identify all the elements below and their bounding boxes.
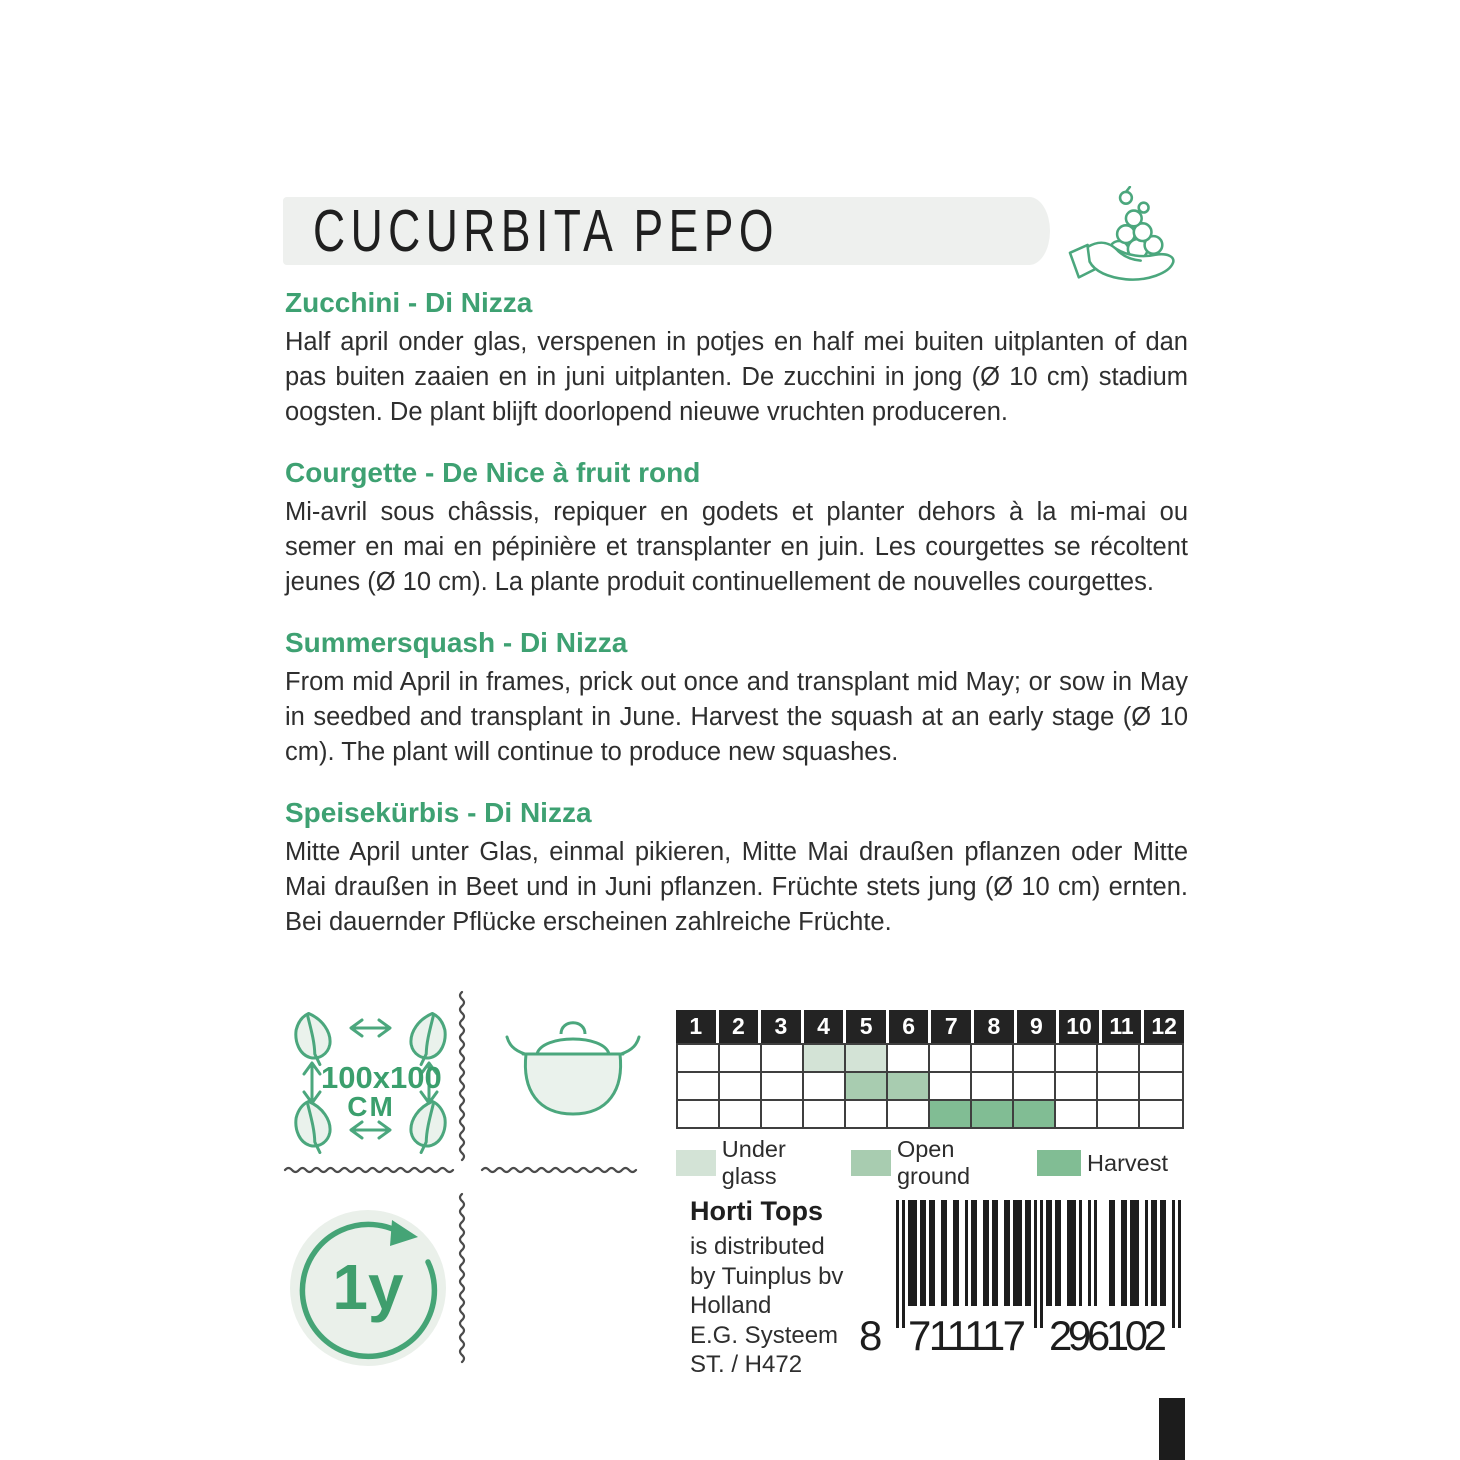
barcode-bar — [1079, 1200, 1082, 1306]
calendar-month-header: 7 — [931, 1010, 974, 1043]
barcode-bar — [974, 1200, 977, 1306]
section-speisekuerbis-de — [285, 796, 1188, 940]
sowing-calendar — [676, 1010, 1184, 1190]
section-body: Mitte April unter Glas, einmal pikieren, Mitte Mai draußen pflanzen oder Mitte Mai draußen in Beet und in Juni pflanzen. Früchte stets jung (Ø 10 cm) ernten. Bei dauernder Pflücke erscheinen zahlreiche Früchte. — [285, 838, 1188, 936]
barcode-bar — [1058, 1200, 1061, 1306]
wavy-divider-vertical — [458, 1192, 466, 1367]
distributor-name: Horti Tops — [690, 1196, 823, 1226]
calendar-cell — [930, 1045, 972, 1073]
barcode-digits: 296102 — [1049, 1312, 1167, 1358]
barcode-bar — [1160, 1200, 1163, 1306]
calendar-month-header: 10 — [1059, 1010, 1102, 1043]
distributor-info — [690, 1196, 843, 1380]
calendar-month-header: 4 — [804, 1010, 847, 1043]
barcode-bar — [1151, 1200, 1154, 1306]
barcode-bar — [896, 1200, 899, 1328]
barcode-bar — [1136, 1200, 1139, 1306]
calendar-cell — [1014, 1073, 1056, 1101]
barcode-bar — [1016, 1200, 1019, 1306]
barcode-bar — [944, 1200, 947, 1306]
print-mark — [1159, 1398, 1185, 1460]
calendar-month-header: 12 — [1144, 1010, 1184, 1043]
barcode-bar — [1133, 1200, 1136, 1306]
section-zucchini-nl — [285, 286, 1188, 430]
legend-swatch — [851, 1150, 891, 1176]
calendar-cell — [804, 1073, 846, 1101]
barcode-bar — [1025, 1200, 1028, 1306]
leaf-icon — [294, 1011, 333, 1066]
calendar-cell — [1098, 1101, 1140, 1127]
calendar-cell — [762, 1073, 804, 1101]
calendar-cell — [720, 1073, 762, 1101]
calendar-cell — [762, 1045, 804, 1073]
arrow-horizontal-icon — [351, 1122, 390, 1138]
barcode-bar — [956, 1200, 959, 1306]
arrow-vertical-icon — [304, 1063, 320, 1103]
packet-title: CUCURBITA PEPO — [313, 197, 779, 265]
calendar-month-row — [676, 1010, 1184, 1043]
barcode-bar — [932, 1200, 935, 1306]
barcode-bar — [929, 1200, 932, 1306]
shelf-life-icon — [290, 1210, 446, 1366]
barcode-bar — [1145, 1200, 1148, 1306]
distributor-line: is distributed — [690, 1233, 825, 1260]
barcode-bar — [1013, 1200, 1016, 1306]
barcode-bar — [1040, 1200, 1043, 1328]
section-heading: Zucchini - Di Nizza — [285, 287, 533, 318]
barcode-bar — [902, 1200, 905, 1328]
barcode-bar — [1070, 1200, 1073, 1306]
description-sections — [285, 286, 1188, 966]
section-heading: Speisekürbis - Di Nizza — [285, 797, 592, 828]
distributor-line: E.G. Systeem — [690, 1321, 839, 1349]
calendar-cell — [1056, 1073, 1098, 1101]
barcode-bar — [995, 1200, 998, 1306]
barcode-bar — [953, 1200, 956, 1306]
calendar-cell — [678, 1045, 720, 1073]
barcode-bar — [1088, 1200, 1091, 1306]
section-body: From mid April in frames, prick out once and transplant mid May; or sow in May in seedbed and transplant in June. Harvest the squash at an early stage (Ø 10 cm). The plant will continue to produce new squashes. — [285, 668, 1188, 766]
barcode-bar — [986, 1200, 989, 1306]
barcode-bar — [1067, 1200, 1070, 1306]
barcode-bar — [983, 1200, 986, 1306]
barcode-bar — [914, 1200, 917, 1306]
section-summersquash-en — [285, 626, 1188, 770]
barcode-bar — [1007, 1200, 1010, 1306]
wavy-divider-horizontal — [480, 1166, 647, 1174]
calendar-cell — [1140, 1045, 1182, 1073]
barcode-bar — [1178, 1200, 1181, 1328]
calendar-cell — [762, 1101, 804, 1127]
barcode-bar — [1130, 1200, 1133, 1306]
calendar-cell — [1014, 1101, 1056, 1127]
barcode-digits: 8 — [859, 1312, 883, 1358]
calendar-cell — [804, 1045, 846, 1073]
barcode-bar — [1124, 1200, 1127, 1306]
calendar-month-header: 2 — [719, 1010, 762, 1043]
calendar-month-header: 6 — [889, 1010, 932, 1043]
hand-holding-produce-icon — [1064, 186, 1182, 296]
barcode-bar — [1121, 1200, 1124, 1306]
barcode-bar — [1109, 1200, 1112, 1306]
legend-label: Open ground — [896, 1136, 971, 1189]
spacing-unit: CM — [347, 1091, 395, 1122]
calendar-cell — [678, 1073, 720, 1101]
calendar-cell — [1140, 1073, 1182, 1101]
cooking-pot-icon — [497, 1012, 649, 1140]
calendar-grid — [676, 1043, 1184, 1129]
calendar-cell — [846, 1101, 888, 1127]
section-heading: Summersquash - Di Nizza — [285, 627, 628, 658]
leaf-icon — [409, 1011, 448, 1066]
calendar-cell — [846, 1073, 888, 1101]
calendar-cell — [678, 1101, 720, 1127]
spacing-dimensions: 100x100 — [321, 1060, 442, 1095]
distributor-line: Holland — [690, 1292, 772, 1319]
barcode-bar — [923, 1200, 926, 1306]
barcode-digits: 711117 — [908, 1312, 1026, 1358]
calendar-cell — [720, 1045, 762, 1073]
calendar-cell — [1098, 1073, 1140, 1101]
calendar-cell — [1056, 1101, 1098, 1127]
barcode-bar — [1019, 1200, 1022, 1306]
legend-label: Harvest — [1087, 1149, 1168, 1176]
calendar-cell — [804, 1101, 846, 1127]
arrow-horizontal-icon — [351, 1020, 390, 1036]
distributor-line: by Tuinplus bv — [690, 1262, 844, 1290]
calendar-month-header: 9 — [1017, 1010, 1060, 1043]
legend-item-under-glass — [676, 1136, 835, 1190]
section-courgette-fr — [285, 456, 1188, 600]
calendar-cell — [930, 1073, 972, 1101]
plant-spacing-icon — [288, 1002, 453, 1154]
barcode-bar — [1163, 1200, 1166, 1306]
calendar-month-header: 3 — [761, 1010, 804, 1043]
ean-barcode-svg — [851, 1198, 1191, 1358]
calendar-cell — [1140, 1101, 1182, 1127]
barcode-bar — [911, 1200, 914, 1306]
barcode-bar — [920, 1200, 923, 1306]
section-heading: Courgette - De Nice à fruit rond — [285, 457, 701, 488]
barcode-bar — [1049, 1200, 1052, 1306]
barcode-bar — [971, 1200, 974, 1306]
legend-swatch — [676, 1150, 716, 1176]
calendar-cell — [888, 1101, 930, 1127]
calendar-cell — [888, 1045, 930, 1073]
calendar-cell — [720, 1101, 762, 1127]
section-body: Half april onder glas, verspenen in potjes en half mei buiten uitplanten of dan pas buiten zaaien en in juni uitplanten. De zucchini in jong (Ø 10 cm) stadium oogsten. De plant blijft doorlopend nieuwe vruchten produceren. — [285, 328, 1188, 426]
calendar-cell — [846, 1045, 888, 1073]
barcode-bar — [1028, 1200, 1031, 1306]
barcode-bar — [941, 1200, 944, 1306]
legend-item-open-ground — [851, 1136, 1021, 1190]
legend-item-harvest — [1037, 1150, 1168, 1177]
calendar-month-header: 5 — [846, 1010, 889, 1043]
barcode-bar — [965, 1200, 968, 1306]
calendar-month-header: 11 — [1102, 1010, 1145, 1043]
calendar-cell — [972, 1073, 1014, 1101]
distributor-line: ST. / H472 — [690, 1351, 803, 1378]
barcode-bar — [1154, 1200, 1157, 1306]
calendar-cell — [972, 1101, 1014, 1127]
calendar-cell — [930, 1101, 972, 1127]
shelf-life-label: 1y — [332, 1251, 404, 1323]
calendar-cell — [1056, 1045, 1098, 1073]
calendar-legend — [676, 1136, 1184, 1190]
barcode-bar — [1046, 1200, 1049, 1306]
calendar-month-header: 1 — [676, 1010, 719, 1043]
barcode-bar — [1004, 1200, 1007, 1306]
calendar-cell — [1098, 1045, 1140, 1073]
title-banner — [283, 197, 1050, 265]
barcode-bar — [1112, 1200, 1115, 1306]
barcode-bar — [1055, 1200, 1058, 1306]
calendar-month-header: 8 — [974, 1010, 1017, 1043]
wavy-divider-vertical — [458, 990, 466, 1162]
calendar-cell — [1014, 1045, 1056, 1073]
legend-swatch — [1037, 1150, 1081, 1176]
barcode-bar — [1073, 1200, 1076, 1306]
barcode-bar — [992, 1200, 995, 1306]
barcode-bar — [1172, 1200, 1175, 1328]
wavy-divider-horizontal — [283, 1166, 457, 1174]
section-body: Mi-avril sous châssis, repiquer en godets et planter dehors à la mi-mai ou semer en mai en pépinière et transplanter en juin. Les courgettes se récoltent jeunes (Ø 10 cm). La plante produit continuellement de nouvelles courgettes. — [285, 498, 1188, 596]
calendar-cell — [972, 1045, 1014, 1073]
calendar-cell — [888, 1073, 930, 1101]
barcode-bar — [908, 1200, 911, 1306]
legend-label: Under glass — [721, 1136, 786, 1189]
barcode-bar — [1034, 1200, 1037, 1328]
barcode-bar — [1094, 1200, 1097, 1306]
